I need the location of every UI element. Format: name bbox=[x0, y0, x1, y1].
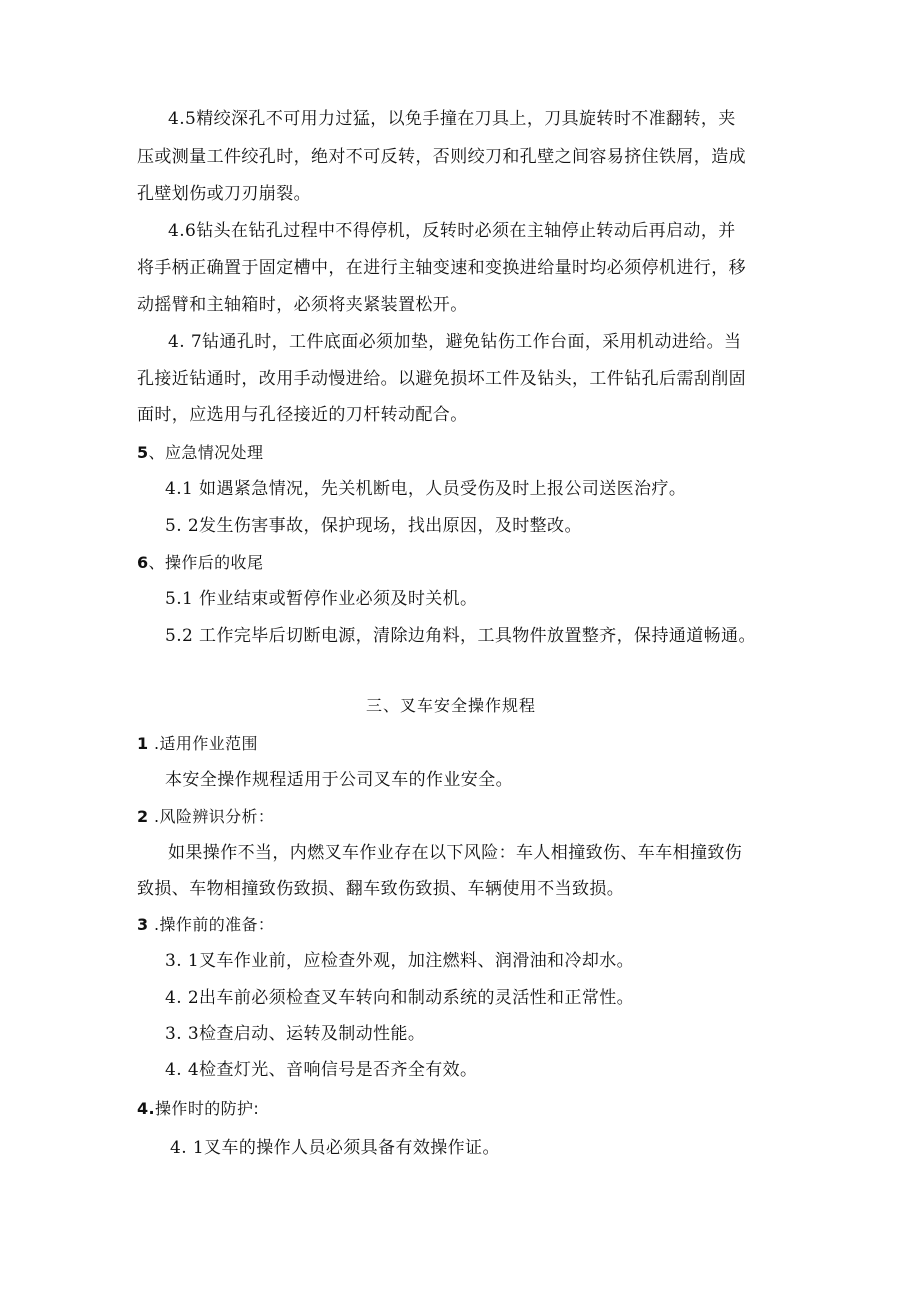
heading-1 bbox=[137, 733, 258, 755]
heading-1-text: .适用作业范围 bbox=[148, 734, 258, 753]
item-5-2-cleanup: 5.2 工作完毕后切断电源，清除边角料，工具物件放置整齐，保持通道畅通。 bbox=[165, 626, 756, 646]
heading-2 bbox=[137, 806, 274, 828]
heading-4 bbox=[137, 1098, 259, 1120]
paragraph-4-5-line-3: 孔壁划伤或刀刃崩裂。 bbox=[137, 184, 311, 204]
prep-item-2: 4. 2出车前必须检查叉车转向和制动系统的灵活性和正常性。 bbox=[165, 988, 635, 1008]
heading-6-text: 、操作后的收尾 bbox=[148, 553, 264, 572]
heading-5 bbox=[137, 442, 263, 464]
heading-2-number: 2 bbox=[137, 807, 149, 826]
risk-text-line-1: 如果操作不当，内燃叉车作业存在以下风险：车人相撞致伤、车车相撞致伤 bbox=[168, 843, 743, 863]
paragraph-4-6-line-1: 4.6钻头在钻孔过程中不得停机，反转时必须在主轴停止转动后再启动，并 bbox=[168, 221, 736, 241]
heading-5-number: 5 bbox=[137, 443, 149, 462]
heading-2-text: .风险辨识分析： bbox=[148, 807, 275, 826]
item-5-1: 5.1 作业结束或暂停作业必须及时关机。 bbox=[165, 589, 478, 609]
heading-4-number: 4. bbox=[137, 1099, 156, 1118]
protect-item-1: 4. 1叉车的操作人员必须具备有效操作证。 bbox=[170, 1138, 500, 1158]
prep-item-1: 3. 1叉车作业前，应检查外观，加注燃料、润滑油和冷却水。 bbox=[165, 951, 635, 971]
item-4-1: 4.1 如遇紧急情况，先关机断电，人员受伤及时上报公司送医治疗。 bbox=[165, 479, 687, 499]
heading-5-text: 、应急情况处理 bbox=[148, 443, 264, 462]
heading-3-number: 3 bbox=[137, 915, 149, 934]
paragraph-4-5-line-1: 4.5精绞深孔不可用力过猛，以免手撞在刀具上，刀具旋转时不准翻转，夹 bbox=[168, 109, 736, 129]
risk-text-line-2: 致损、车物相撞致伤致损、翻车致伤致损、车辆使用不当致损。 bbox=[137, 879, 625, 899]
paragraph-4-6-line-2: 将手柄正确置于固定槽中，在进行主轴变速和变换进给量时均必须停机进行，移 bbox=[137, 258, 746, 278]
paragraph-4-7-line-1: 4. 7钻通孔时，工件底面必须加垫，避免钻伤工作台面，采用机动进给。当 bbox=[168, 332, 742, 352]
paragraph-4-7-line-3: 面时，应选用与孔径接近的刀杆转动配合。 bbox=[137, 405, 468, 425]
item-5-2-accident: 5. 2发生伤害事故，保护现场，找出原因，及时整改。 bbox=[165, 516, 582, 536]
heading-6 bbox=[137, 552, 263, 574]
prep-item-4: 4. 4检查灯光、音响信号是否齐全有效。 bbox=[165, 1060, 478, 1080]
paragraph-4-6-line-3: 动摇臂和主轴箱时，必须将夹紧装置松开。 bbox=[137, 295, 468, 315]
heading-1-number: 1 bbox=[137, 734, 149, 753]
paragraph-4-7-line-2: 孔接近钻通时，改用手动慢进给。以避免损坏工件及钻头，工件钻孔后需刮削固 bbox=[137, 369, 746, 389]
section-title: 三、叉车安全操作规程 bbox=[366, 696, 537, 715]
heading-4-text: 操作时的防护: bbox=[155, 1099, 260, 1118]
heading-6-number: 6 bbox=[137, 553, 149, 572]
scope-text: 本安全操作规程适用于公司叉车的作业安全。 bbox=[165, 770, 513, 790]
paragraph-4-5-line-2: 压或测量工件绞孔时，绝对不可反转，否则绞刀和孔壁之间容易挤住铁屑，造成 bbox=[137, 147, 746, 167]
heading-3 bbox=[137, 914, 274, 936]
heading-3-text: .操作前的准备： bbox=[148, 915, 275, 934]
prep-item-3: 3. 3检查启动、运转及制动性能。 bbox=[165, 1024, 426, 1044]
